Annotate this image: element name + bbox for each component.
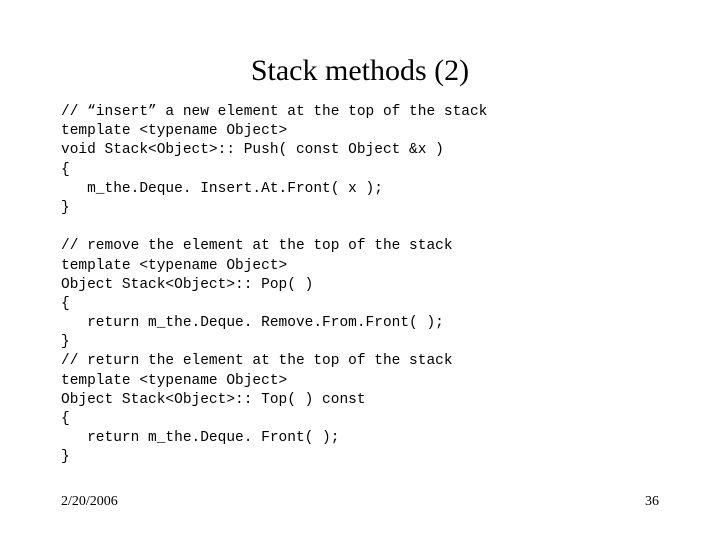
code-line: void Stack<Object>:: Push( const Object &x ) [61, 142, 444, 159]
code-line: Object Stack<Object>:: Pop( ) [61, 276, 314, 293]
code-line: } [61, 334, 70, 351]
page-number: 36 [645, 494, 659, 509]
code-line: m_the.Deque. Insert.At.Front( x ); [61, 180, 383, 197]
footer-date: 2/20/2006 [61, 494, 118, 509]
code-block [61, 103, 487, 468]
code-line: { [61, 411, 70, 427]
code-line: return m_the.Deque. Front( ); [61, 430, 340, 447]
code-line: // return the element at the top of the stack [61, 353, 453, 370]
code-line: return m_the.Deque. Remove.From.Front( ); [61, 315, 444, 332]
code-line: Object Stack<Object>:: Top( ) const [61, 391, 366, 408]
code-line: template <typename Object> [61, 257, 288, 274]
slide-title: Stack methods (2) [250, 54, 470, 87]
code-line-blank [61, 218, 487, 237]
code-line: template <typename Object> [61, 123, 288, 140]
code-line: { [61, 161, 70, 178]
code-line: } [61, 199, 70, 216]
code-line: // “insert” a new element at the top of the stack [61, 104, 488, 120]
code-line: } [61, 449, 70, 466]
code-line: template <typename Object> [61, 372, 288, 389]
code-line: { [61, 295, 70, 312]
code-line: // remove the element at the top of the stack [61, 238, 453, 255]
